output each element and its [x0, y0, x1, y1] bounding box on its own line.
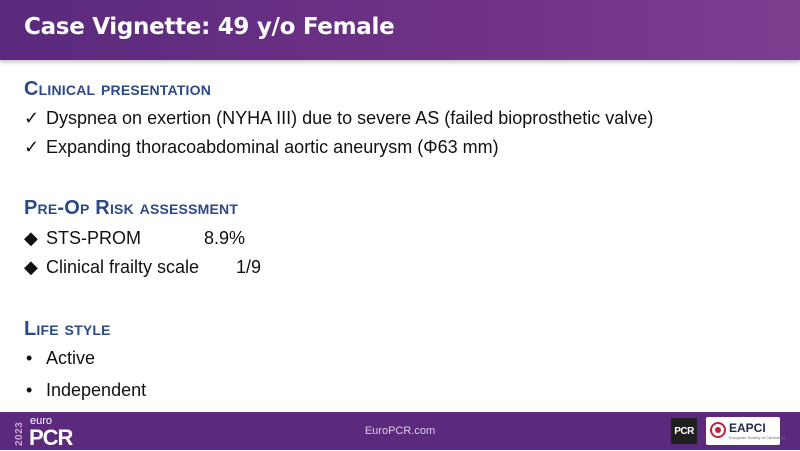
diamond-bullet-icon: ◆ [24, 257, 38, 277]
diamond-bullet-icon: ◆ [24, 228, 38, 248]
list-item [24, 257, 262, 278]
bullet-icon: • [26, 380, 33, 400]
list-item-text: Clinical frailty scale [46, 257, 200, 277]
header-bar [0, 0, 800, 60]
list-item [24, 228, 246, 249]
section-heading-life-style: Life style [24, 318, 111, 340]
europcr-logo-pcr: PCR [29, 425, 73, 450]
footer-bar [0, 412, 800, 450]
list-item-text: Active [46, 348, 96, 368]
eapci-logo [706, 417, 786, 445]
checkmark-icon: ✓ [24, 108, 40, 128]
section-heading-clinical-presentation: Clinical presentation [24, 78, 212, 100]
list-item-text: Independent [46, 380, 147, 400]
list-item [24, 380, 146, 401]
list-item-text: Dyspnea on exertion (NYHA III) due to severe AS (failed bioprosthetic valve) [46, 108, 654, 128]
heart-icon [710, 422, 726, 438]
list-item-value: 1/9 [236, 257, 262, 277]
pcr-logo-badge: PCR [671, 418, 697, 444]
list-item [24, 137, 499, 158]
list-item [24, 108, 653, 129]
eapci-logo-text: EAPCI [729, 421, 766, 435]
list-item [24, 348, 95, 369]
slide-title: Case Vignette: 49 y/o Female [24, 14, 395, 40]
year-label: 2023 [14, 421, 25, 446]
footer-website-link[interactable]: EuroPCR.com [364, 425, 436, 437]
eapci-logo-subtext: European Society of Cardiology [729, 435, 786, 440]
list-item-text: STS-PROM [46, 228, 142, 248]
bullet-icon: • [26, 348, 33, 368]
europcr-logo-euro: euro [30, 415, 53, 427]
list-item-value: 8.9% [204, 228, 246, 248]
list-item-text: Expanding thoracoabdominal aortic aneurysm (Φ63 mm) [46, 137, 499, 157]
section-heading-risk-assessment: Pre-Op Risk assessment [24, 197, 239, 219]
checkmark-icon: ✓ [24, 137, 40, 157]
